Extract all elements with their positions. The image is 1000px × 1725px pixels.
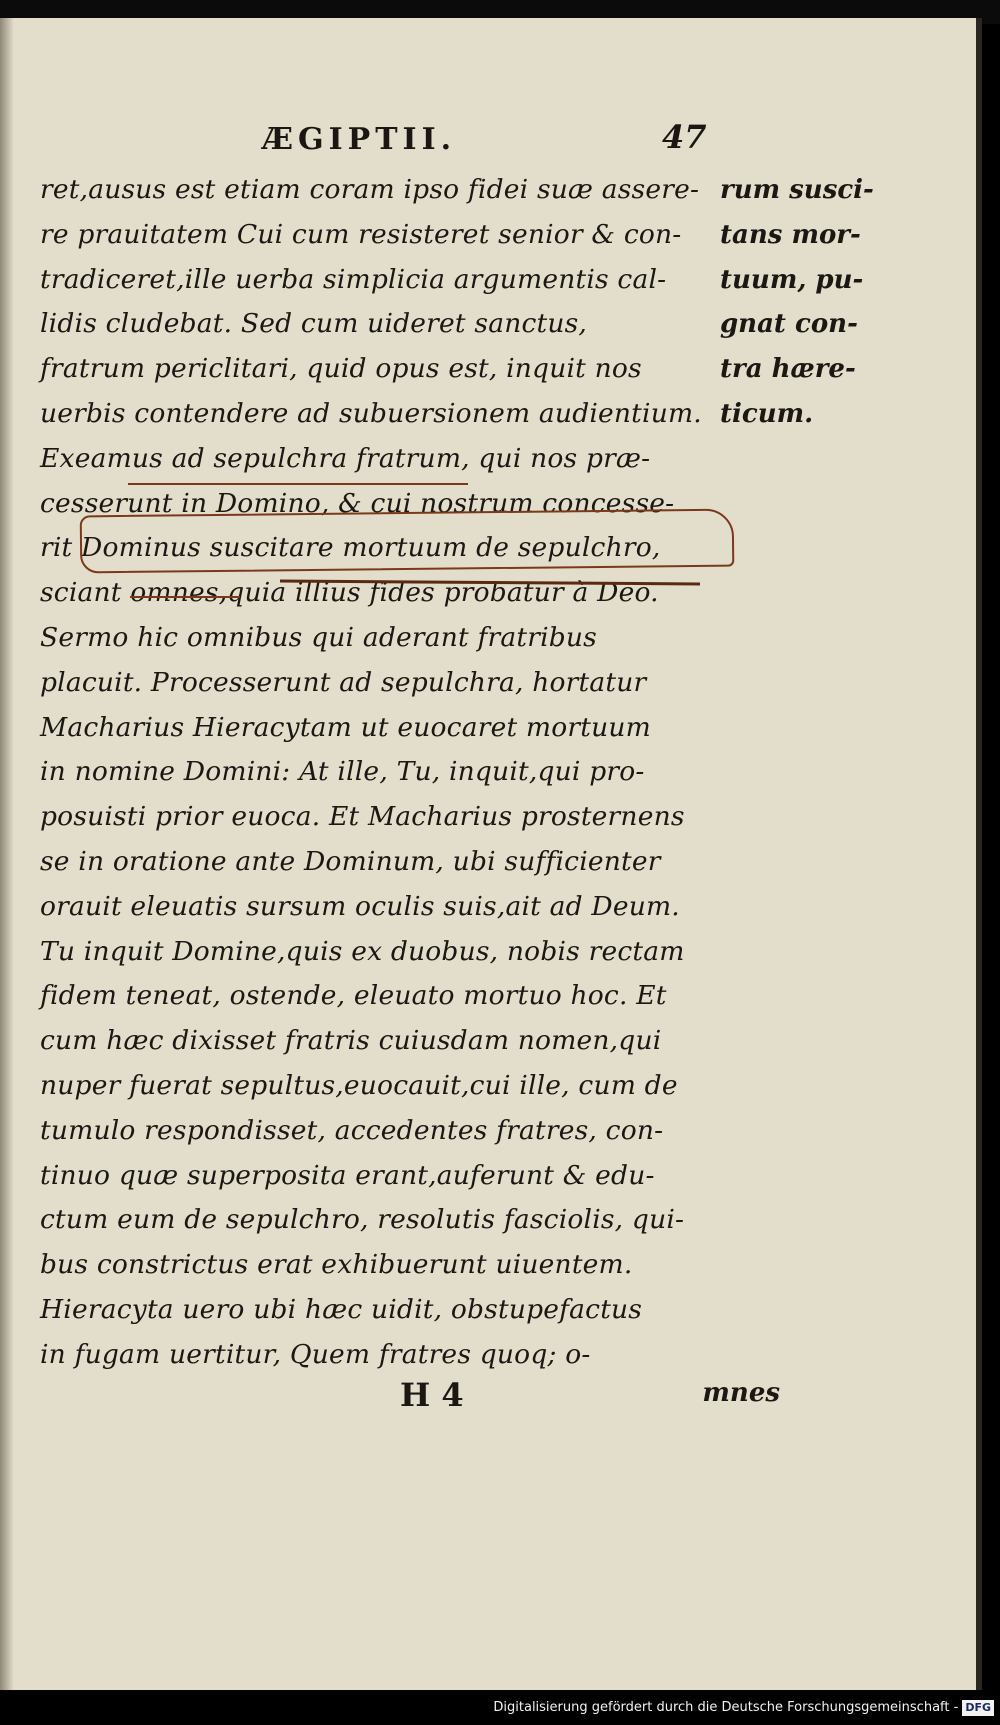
spine-shadow <box>0 18 14 1690</box>
catchword: mnes <box>702 1378 780 1408</box>
margin-note-line: tra hære- <box>720 354 856 385</box>
text-line: Sermo hic omnibus qui aderant fratribus <box>40 621 597 653</box>
text-line: tumulo respondisset, accedentes fratres, con- <box>40 1114 664 1146</box>
text-line: fidem teneat, ostende, eleuato mortuo hoc. Et <box>40 980 667 1012</box>
margin-note-line: rum susci- <box>720 175 874 205</box>
text-line: Tu inquit Domine,quis ex duobus, nobis rectam <box>40 935 685 967</box>
text-line: in fugam uertitur, Quem fratres quoq; o- <box>40 1338 591 1370</box>
page-header <box>0 118 1000 162</box>
text-line: ctum eum de sepulchro, resolutis fasciolis, qui- <box>40 1204 685 1236</box>
text-line: ret,ausus est etiam coram ipso fidei suæ assere- <box>40 174 700 205</box>
text-line: se in oratione ante Dominum, ubi sufficienter <box>40 845 661 877</box>
text-line: bus constrictus erat exhibuerunt uiuentem. <box>40 1249 633 1281</box>
text-line: placuit. Processerunt ad sepulchra, hortatur <box>40 666 647 698</box>
digitization-credit <box>493 1697 994 1719</box>
text-line: lidis cludebat. Sed cum uideret sanctus, <box>40 308 588 340</box>
text-line: cum hæc dixisset fratris cuiusdam nomen,qui <box>40 1025 662 1057</box>
margin-note-line: tans mor- <box>720 219 861 250</box>
text-line: nuper fuerat sepultus,euocauit,cui ille, cum de <box>40 1069 678 1101</box>
handwritten-box-annotation <box>80 509 735 574</box>
margin-note-line: gnat con- <box>720 309 858 340</box>
margin-note-line: ticum. <box>720 398 814 429</box>
body-text <box>40 168 740 1378</box>
text-line: re prauitatem Cui cum resisteret senior & con- <box>40 218 682 250</box>
text-line: uerbis contendere ad subuersionem audientium. <box>40 397 702 429</box>
margin-note-line: tuum, pu- <box>720 264 864 295</box>
handwritten-underline <box>128 483 468 485</box>
text-line: Hieracyta uero ubi hæc uidit, obstupefactus <box>40 1293 643 1325</box>
page-number: 47 <box>662 118 707 156</box>
text-line: tradiceret,ille uerba simplicia argumentis cal- <box>40 263 667 295</box>
text-line: Macharius Hieracytam ut euocaret mortuum <box>40 711 651 743</box>
text-line: rit Dominus suscitare mortuum de sepulchro, <box>40 532 661 564</box>
text-line: orauit eleuatis sursum oculis suis,ait ad Deum. <box>40 890 680 922</box>
dfg-logo: DFG <box>962 1700 994 1716</box>
credit-text: Digitalisierung gefördert durch die Deutsche Forschungsgemeinschaft - <box>493 1700 959 1715</box>
text-line: sciant omnes,quia illius fides probatur à Deo. <box>40 577 659 609</box>
marginal-notes <box>720 168 880 437</box>
gathering-signature: H 4 <box>400 1376 464 1414</box>
text-line: in nomine Domini: At ille, Tu, inquit,qui pro- <box>40 756 645 788</box>
text-line: Exeamus ad sepulchra fratrum, qui nos præ- <box>40 442 651 474</box>
text-line: posuisti prior euoca. Et Macharius prosternens <box>40 801 685 833</box>
text-line: tinuo quæ superposita erant,auferunt & edu- <box>40 1159 655 1191</box>
text-line: fratrum periclitari, quid opus est, inquit nos <box>40 353 642 385</box>
text-line: cesserunt in Domino, & cui nostrum concesse- <box>40 487 675 519</box>
running-head: ÆGIPTII. <box>262 122 457 157</box>
page-foot <box>400 1376 780 1420</box>
handwritten-underline <box>130 596 240 598</box>
